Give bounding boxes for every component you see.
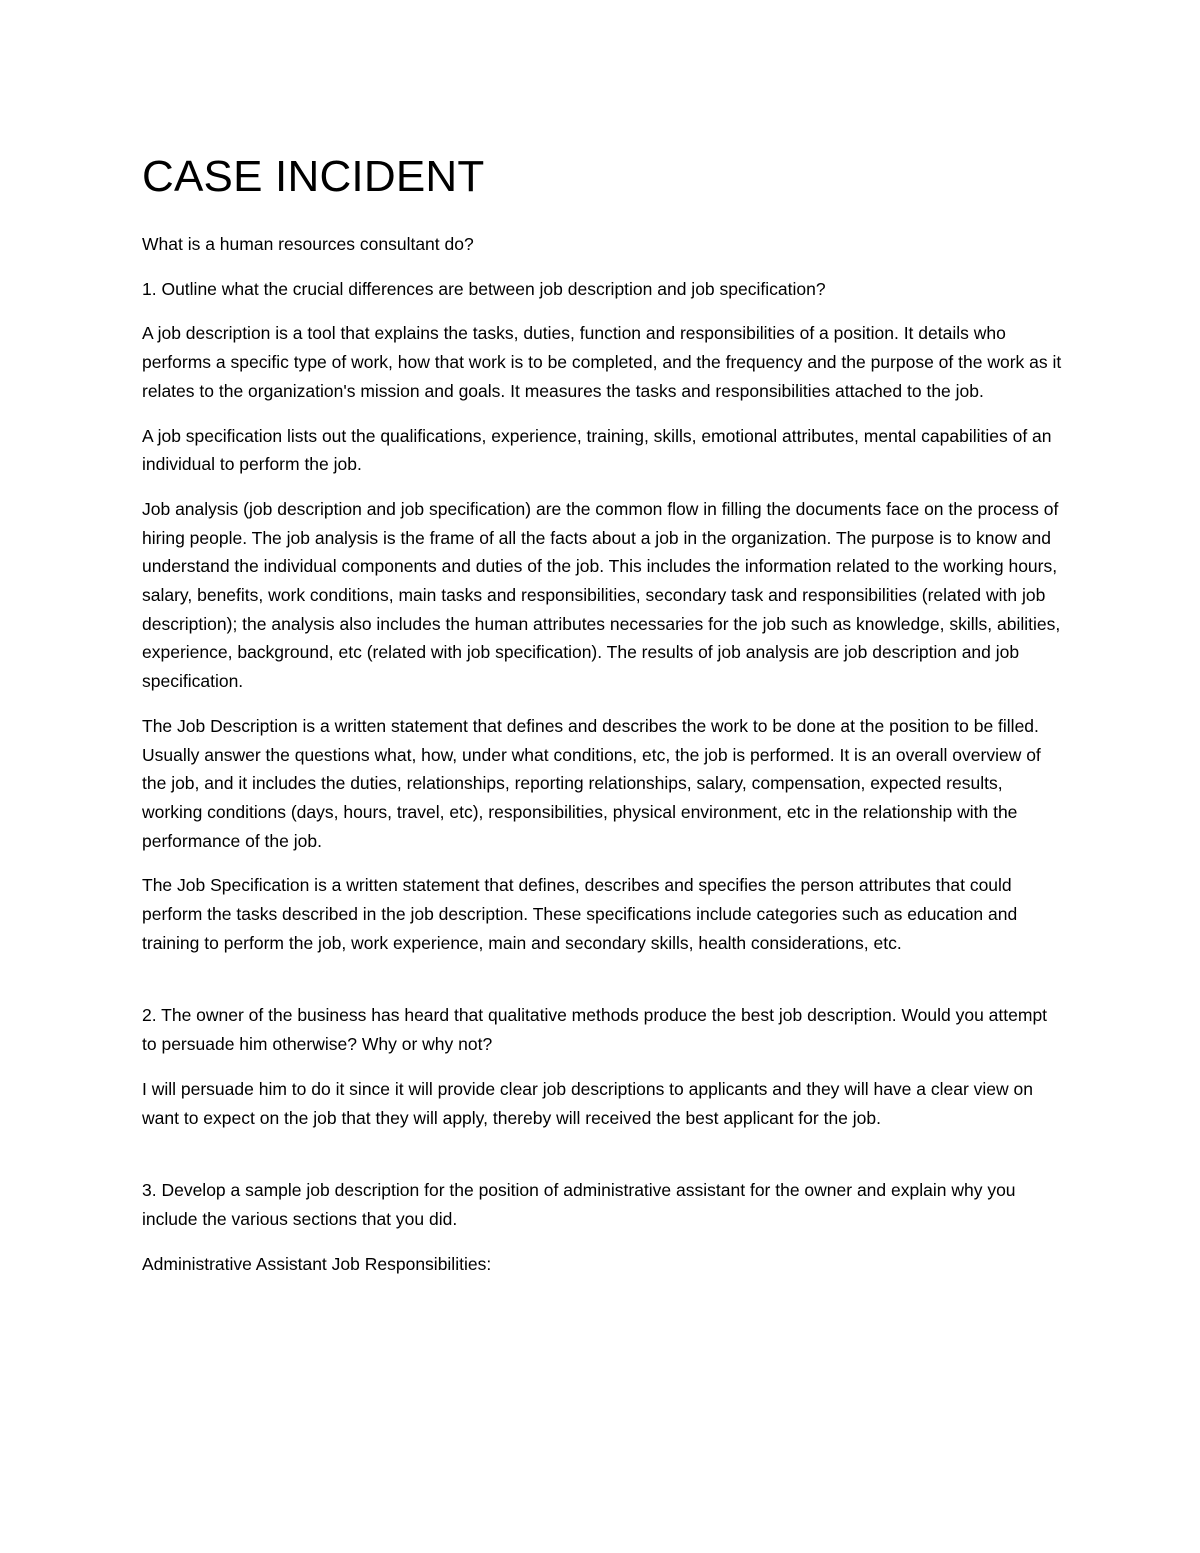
intro-question: What is a human resources consultant do? — [142, 234, 474, 254]
answer-1-paragraph-1: A job description is a tool that explains the tasks, duties, function and responsibilities of a position. It details who performs a specific type of work, how that work is to be completed, and the frequency and the purpose of the work as it relates to the organization's mission and goals. It measures the tasks and responsibilities attached to the job. — [142, 323, 1062, 401]
section-heading-responsibilities: Administrative Assistant Job Responsibilities: — [142, 1253, 492, 1274]
answer-1-paragraph-3: Job analysis (job description and job specification) are the common flow in filling the documents face on the process of hiring people. The job analysis is the frame of all the facts about a job in the organization. The purpose is to know and understand the individual components and duties of the job. This includes the information related to the working hours, salary, benefits, work conditions, main tasks and responsibilities, secondary task and responsibilities (related with job description); the analysis also includes the human attributes necessaries for the job such as knowledge, skills, abilities, experience, background, etc (related with job specification). The results of job analysis are job description and job specification. — [142, 498, 1061, 692]
question-1: 1. Outline what the crucial differences are between job description and job specification? — [142, 278, 826, 299]
answer-1-paragraph-4: The Job Description is a written statement that defines and describes the work to be done at the position to be filled. Usually answer the questions what, how, under what conditions, etc, the job is performed. It is an overall overview of the job, and it includes the duties, relationships, reporting relationships, salary, compensation, expected results, working conditions (days, hours, travel, etc), responsibilities, physical environment, etc in the relationship with the performance of the job. — [142, 715, 1041, 851]
question-3: 3. Develop a sample job description for the position of administrative assistant for the owner and explain why you include the various sections that you did. — [142, 1180, 1016, 1229]
section-gap — [142, 973, 1062, 1001]
document-title: CASE INCIDENT — [142, 152, 485, 201]
answer-2: I will persuade him to do it since it will provide clear job descriptions to applicants and they will have a clear view on want to expect on the job that they will apply, thereby will received the best applicant for the job. — [142, 1078, 1033, 1128]
answer-1-paragraph-2: A job specification lists out the qualifications, experience, training, skills, emotional attributes, mental capabilities of an individual to perform the job. — [142, 425, 1052, 475]
document-page — [142, 146, 1062, 1294]
question-2: 2. The owner of the business has heard that qualitative methods produce the best job description. Would you attempt to persuade him otherwise? Why or why not? — [142, 1005, 1048, 1055]
answer-1-paragraph-5: The Job Specification is a written statement that defines, describes and specifies the person attributes that could perform the tasks described in the job description. These specifications include categories such as education and training to perform the job, work experience, main and secondary skills, health considerations, etc. — [142, 875, 1018, 953]
section-gap — [142, 1148, 1062, 1176]
